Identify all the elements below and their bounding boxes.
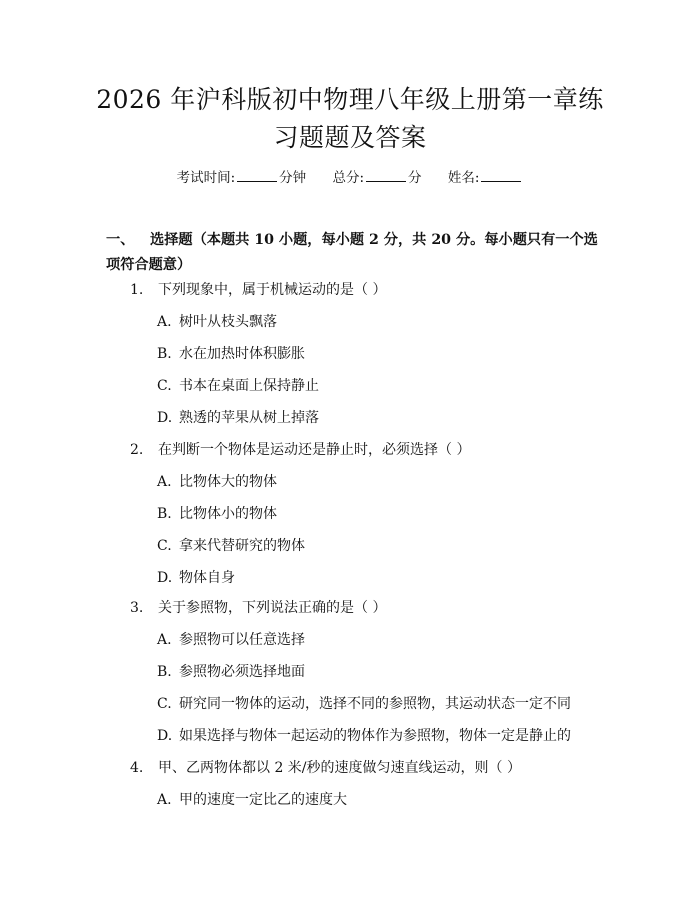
- option-letter: B.: [157, 664, 172, 680]
- option-letter: B.: [157, 506, 172, 522]
- name-blank: [481, 169, 521, 182]
- question-text: 关于参照物，下列说法正确的是（ ）: [158, 600, 387, 616]
- exam-time-unit: 分钟: [279, 170, 307, 186]
- question-4: [130, 758, 521, 778]
- total-score-unit: 分: [408, 170, 422, 186]
- question-3: [130, 598, 386, 618]
- question-text: 在判断一个物体是运动还是静止时，必须选择（ ）: [158, 442, 471, 458]
- option-letter: A.: [157, 632, 172, 648]
- option-text: 水在加热时体积膨胀: [179, 346, 305, 362]
- question-1-option-a: [157, 312, 277, 332]
- section-heading-text: 选择题（本题共 10 小题，每小题 2 分，共 20 分。每小题只有一个选项符合题意）: [106, 232, 598, 273]
- section-heading: [106, 228, 606, 278]
- option-letter: D.: [157, 410, 173, 426]
- question-2-option-d: [157, 568, 235, 588]
- option-text: 比物体大的物体: [179, 474, 277, 490]
- question-number: 3.: [130, 600, 144, 616]
- option-letter: B.: [157, 346, 172, 362]
- question-text: 甲、乙两物体都以 2 米/秒的速度做匀速直线运动，则（ ）: [158, 760, 521, 776]
- exam-time-blank: [237, 169, 277, 182]
- option-letter: D.: [157, 728, 173, 744]
- question-4-option-a: [157, 790, 347, 810]
- option-text: 树叶从枝头飘落: [179, 314, 277, 330]
- question-number: 2.: [130, 442, 144, 458]
- option-text: 研究同一物体的运动，选择不同的参照物，其运动状态一定不同: [179, 696, 571, 712]
- question-3-option-b: [157, 662, 305, 682]
- question-number: 4.: [130, 760, 144, 776]
- option-text: 书本在桌面上保持静止: [179, 378, 319, 394]
- question-1: [130, 280, 386, 300]
- option-text: 参照物必须选择地面: [179, 664, 305, 680]
- total-score-blank: [366, 169, 406, 182]
- exam-time-field: [177, 168, 307, 188]
- document-title-line-2: 习题题及答案: [273, 123, 427, 152]
- question-1-option-d: [157, 408, 319, 428]
- option-letter: A.: [157, 314, 172, 330]
- name-label: 姓名:: [447, 170, 480, 186]
- option-letter: C.: [157, 378, 172, 394]
- document-title-line-1: 2026 年沪科版初中物理八年级上册第一章练: [96, 85, 604, 114]
- question-2-option-a: [157, 472, 277, 492]
- option-text: 比物体小的物体: [179, 506, 277, 522]
- option-text: 甲的速度一定比乙的速度大: [179, 792, 347, 808]
- total-score-label: 总分:: [332, 170, 365, 186]
- question-3-option-c: [157, 694, 571, 714]
- question-3-option-a: [157, 630, 305, 650]
- exam-time-label: 考试时间:: [176, 170, 236, 186]
- question-3-option-d: [157, 726, 571, 746]
- option-text: 熟透的苹果从树上掉落: [179, 410, 319, 426]
- option-text: 物体自身: [179, 570, 235, 586]
- exam-info-row: [0, 168, 700, 188]
- option-text: 拿来代替研究的物体: [179, 538, 305, 554]
- question-2-option-c: [157, 536, 305, 556]
- option-letter: A.: [157, 474, 172, 490]
- option-letter: C.: [157, 696, 172, 712]
- option-letter: C.: [157, 538, 172, 554]
- name-field: [448, 168, 524, 188]
- question-2: [130, 440, 470, 460]
- total-score-field: [332, 168, 421, 188]
- question-2-option-b: [157, 504, 277, 524]
- question-1-option-b: [157, 344, 305, 364]
- option-letter: D.: [157, 570, 173, 586]
- question-1-option-c: [157, 376, 319, 396]
- question-number: 1.: [130, 282, 144, 298]
- option-text: 参照物可以任意选择: [179, 632, 305, 648]
- section-number: 一、: [106, 232, 135, 248]
- question-text: 下列现象中，属于机械运动的是（ ）: [158, 282, 387, 298]
- option-text: 如果选择与物体一起运动的物体作为参照物，物体一定是静止的: [179, 728, 571, 744]
- option-letter: A.: [157, 792, 172, 808]
